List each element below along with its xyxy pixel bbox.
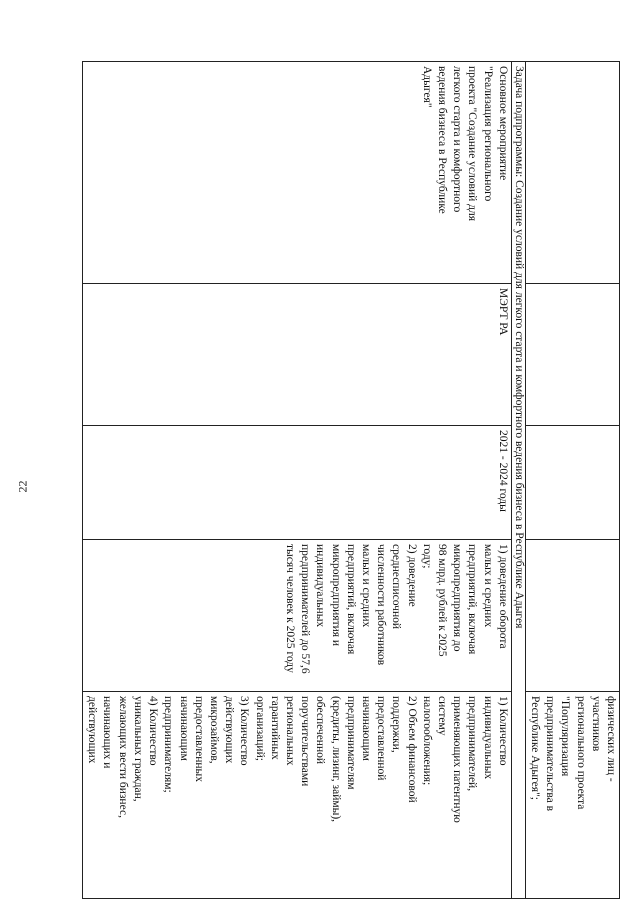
table-row-task [511, 62, 525, 899]
cell-indicators: 1) Количество индивидуальных предпринимателей, применяющих патентную систему налогообложения; 2) Объем финансовой поддержки, предоставленной начинающим предпринимателям (кредиты, лизинг, займы), обеспеченной поручительствами региональных гарантийных организаций; 3) Количество действующих микрозаймов, предоставленных начинающим предпринимателям; 4) Количество уникальных граждан, желающих вести бизнес, начинающих и действующих [83, 692, 512, 899]
program-table [82, 61, 620, 899]
cell-executor: МЭРТ РА [83, 284, 512, 426]
table-row [525, 62, 619, 899]
cell-top-col1 [525, 62, 619, 284]
cell-results: 1) доведение оборота малых и средних предприятий, включая микропредприятия до 98 млрд. рублей к 2025 году; 2) доведение среднесписочной численности работников малых и средних предприятий, включая микропредприятия и индивидуальных предпринимателей до 57,6 тысяч человек к 2025 году [83, 540, 512, 692]
cell-measure: Основное мероприятие "Реализация регионального проекта "Создание условий для легкого старта и комфортного ведения бизнеса в Республике Адыгея" [83, 62, 512, 284]
cell-top-col3 [525, 426, 619, 540]
rotated-table-sheet [86, 61, 620, 898]
cell-top-col2 [525, 284, 619, 426]
cell-period: 2021 - 2024 годы [83, 426, 512, 540]
table-row-measure [83, 62, 512, 899]
cell-top-col4 [525, 540, 619, 692]
cell-top-col5: физических лиц - участников регионального проекта "Популяризация предпринимательства в Республике Адыгея"; [525, 692, 619, 899]
subprogram-task: Задача подпрограммы: Создание условий для легкого старта и комфортного ведения бизнеса в Республике Адыгея [511, 62, 525, 899]
page-number: 22 [15, 480, 30, 493]
